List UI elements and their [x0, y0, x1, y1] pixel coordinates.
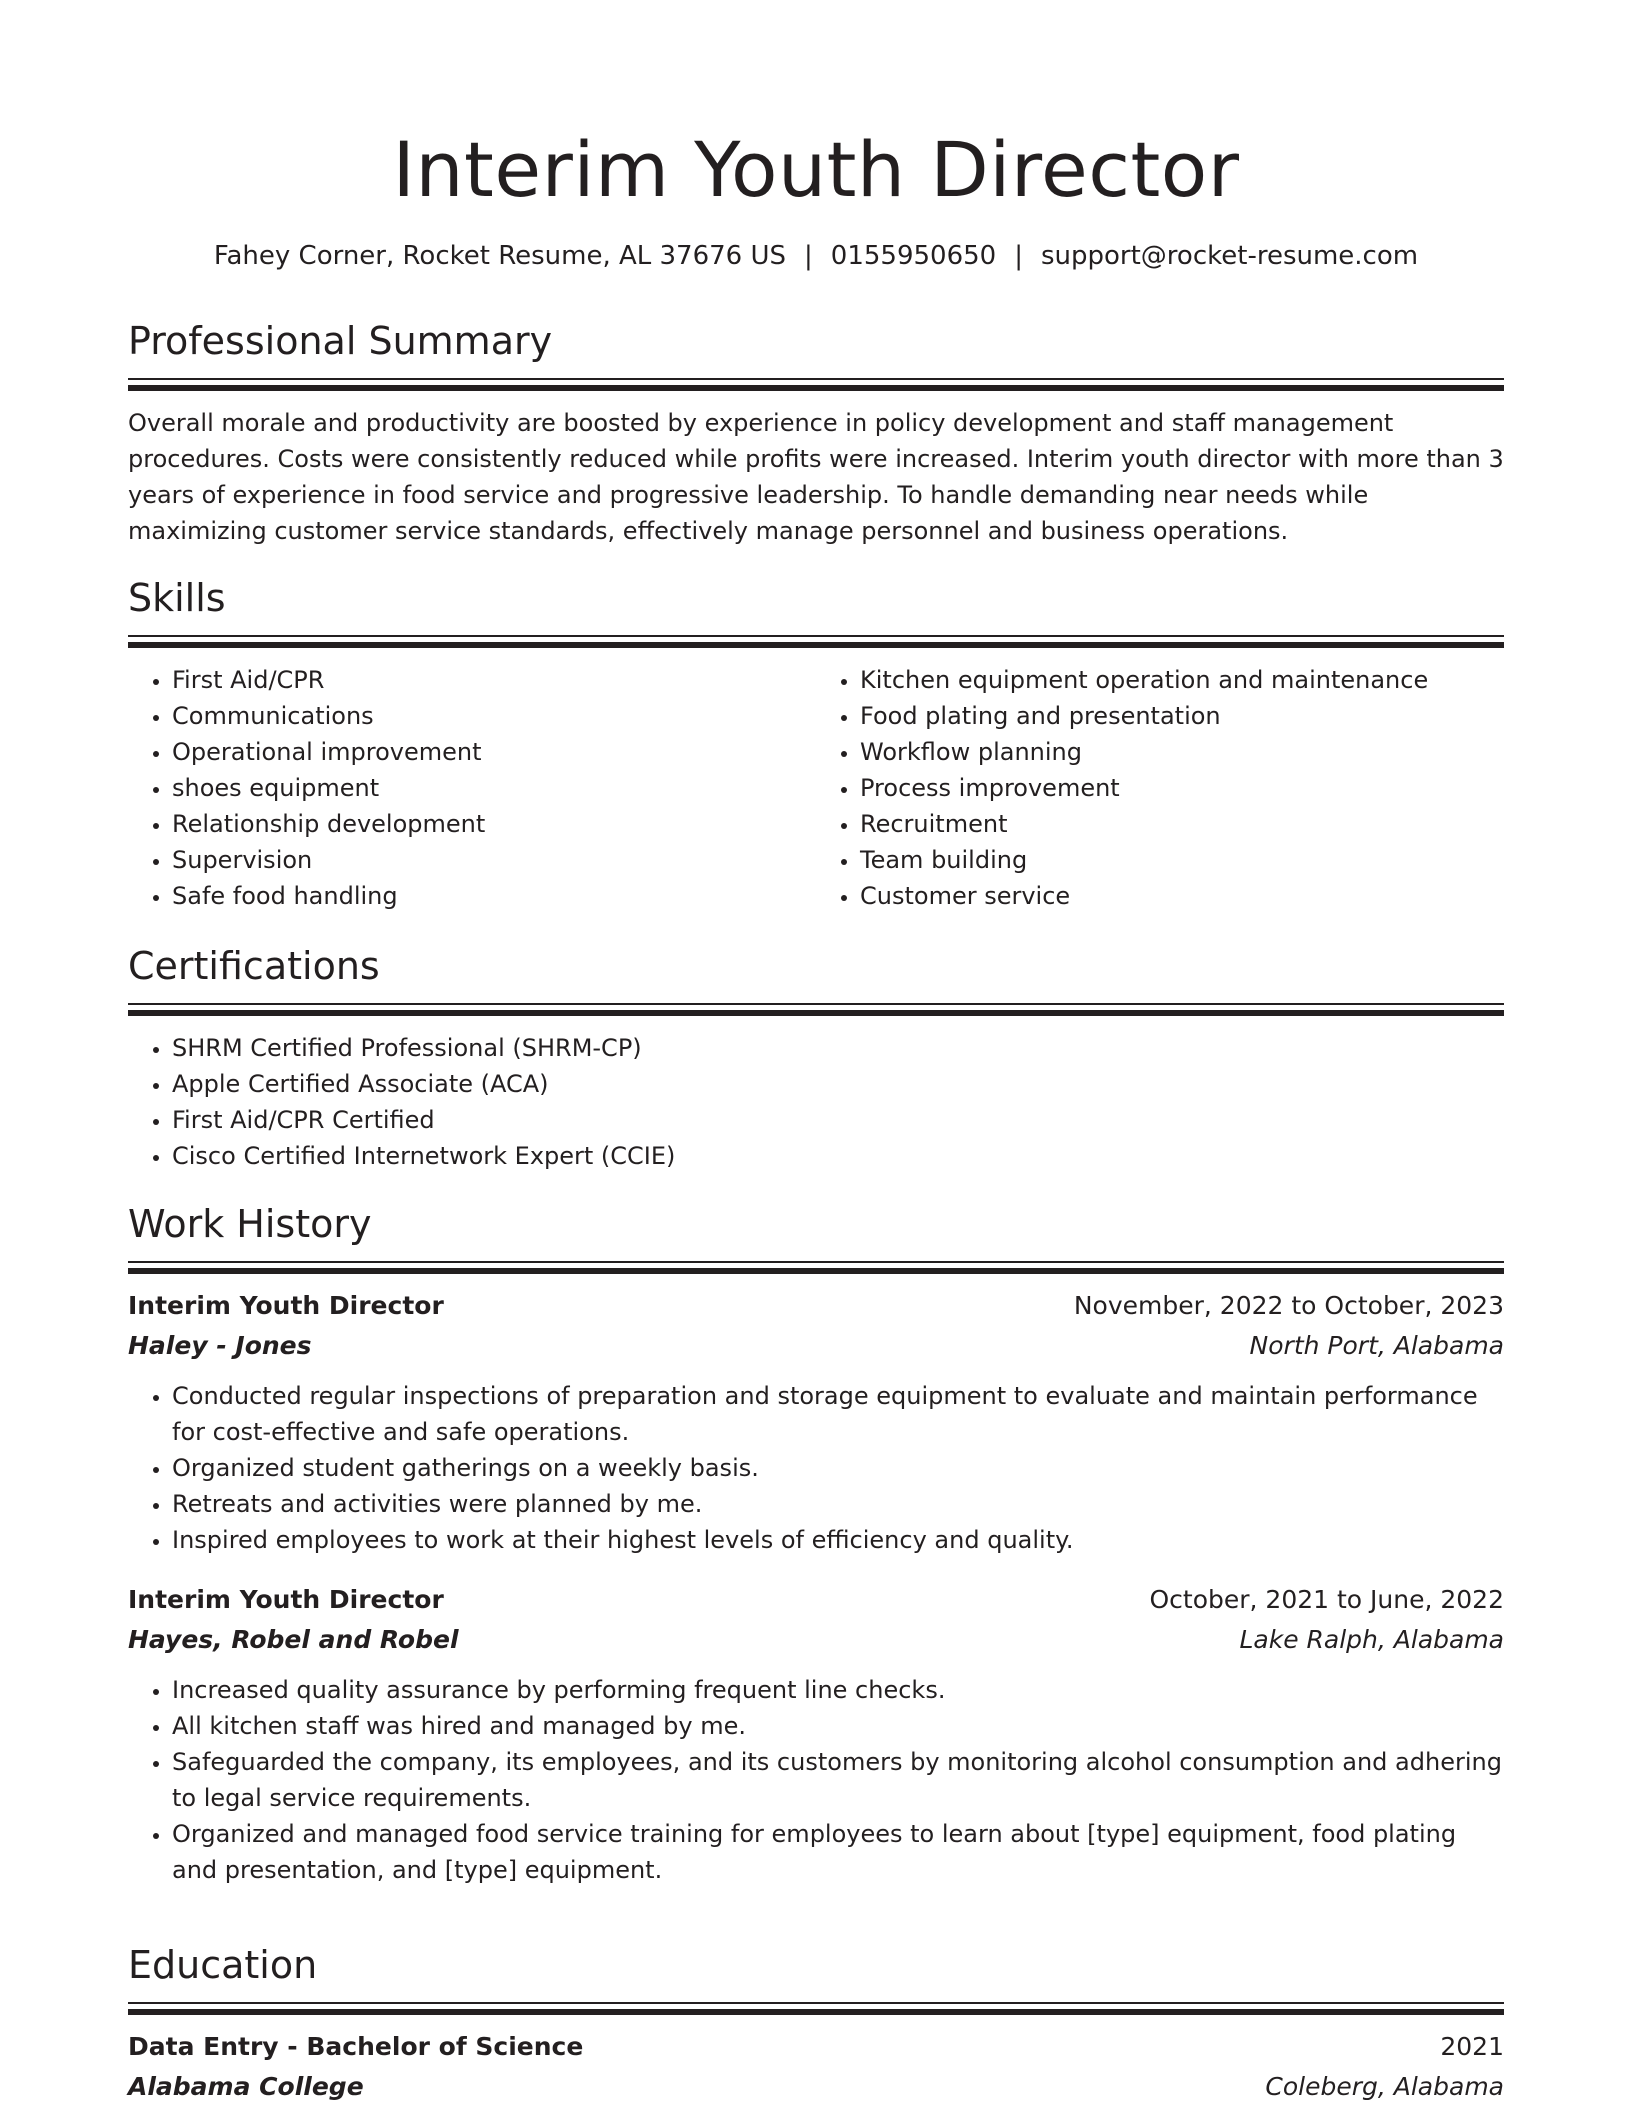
contact-separator: | [1014, 241, 1023, 271]
job-bullet: • Retreats and activities were planned by me. [172, 1486, 1504, 1522]
skill-item: • Relationship development [172, 806, 816, 842]
skill-item: • First Aid/CPR [172, 662, 816, 698]
certification-item: • SHRM Certified Professional (SHRM-CP) [172, 1030, 1504, 1066]
job-entry [128, 1286, 1504, 1558]
skill-item: • Process improvement [860, 770, 1504, 806]
section-divider [128, 1003, 1504, 1016]
section-divider [128, 635, 1504, 648]
section-title: Professional Summary [128, 319, 553, 363]
skill-item: • Kitchen equipment operation and maintenance [860, 662, 1504, 698]
skill-item: • Food plating and presentation [860, 698, 1504, 734]
section-divider [128, 378, 1504, 391]
education-section [128, 1940, 1504, 2107]
job-dates: November, 2022 to October, 2023 [1073, 1291, 1504, 1320]
job-location: Lake Ralph, Alabama [1239, 1625, 1504, 1654]
job-title: Interim Youth Director [128, 1291, 444, 1320]
job-bullet: • Organized student gatherings on a weekly basis. [172, 1450, 1504, 1486]
section-title: Skills [128, 576, 226, 620]
job-header [128, 1580, 1504, 1620]
skill-item: • shoes equipment [172, 770, 816, 806]
certification-item: • Apple Certified Associate (ACA) [172, 1066, 1504, 1102]
job-title: Interim Youth Director [128, 1585, 444, 1614]
skill-item: • Team building [860, 842, 1504, 878]
skills-list-left [128, 662, 816, 914]
education-subheader [128, 2067, 1504, 2107]
section-divider [128, 2002, 1504, 2015]
work-history-section [128, 1199, 1504, 1888]
job-entry [128, 1580, 1504, 1888]
certifications-section [128, 941, 1504, 1174]
skills-columns [128, 662, 1504, 914]
education-degree: Data Entry - Bachelor of Science [128, 2032, 584, 2061]
skill-item: • Customer service [860, 878, 1504, 914]
certifications-list [128, 1030, 1504, 1174]
skill-item: • Supervision [172, 842, 816, 878]
contact-line [128, 238, 1504, 274]
contact-phone: 0155950650 [830, 241, 997, 271]
job-subheader [128, 1620, 1504, 1660]
contact-email: support@rocket-resume.com [1040, 241, 1419, 271]
skills-list-right [816, 662, 1504, 914]
education-header [128, 2027, 1504, 2067]
job-company: Haley - Jones [128, 1331, 312, 1360]
skills-section [128, 573, 1504, 914]
skill-item: • Safe food handling [172, 878, 816, 914]
section-title: Education [128, 1943, 318, 1987]
summary-section [128, 316, 1504, 549]
resume-name: Interim Youth Director [392, 125, 1240, 214]
skill-item: • Communications [172, 698, 816, 734]
job-bullets [128, 1672, 1504, 1888]
education-year: 2021 [1440, 2032, 1504, 2061]
section-title: Work History [128, 1202, 372, 1246]
job-bullet: • Safeguarded the company, its employees, and its customers by monitoring alcohol consumption and adhering to legal service requirements. [172, 1744, 1504, 1816]
job-bullet: • Inspired employees to work at their highest levels of efficiency and quality. [172, 1522, 1504, 1558]
job-dates: October, 2021 to June, 2022 [1149, 1585, 1504, 1614]
job-bullet: • Conducted regular inspections of preparation and storage equipment to evaluate and maintain performance for cost-effective and safe operations. [172, 1378, 1504, 1450]
job-bullets [128, 1378, 1504, 1558]
skill-item: • Operational improvement [172, 734, 816, 770]
job-bullet: • Increased quality assurance by performing frequent line checks. [172, 1672, 1504, 1708]
job-company: Hayes, Robel and Robel [128, 1625, 459, 1654]
job-bullet: • All kitchen staff was hired and managed by me. [172, 1708, 1504, 1744]
certification-item: • Cisco Certified Internetwork Expert (CCIE) [172, 1138, 1504, 1174]
contact-separator: | [804, 241, 813, 271]
job-subheader [128, 1326, 1504, 1366]
section-divider [128, 1261, 1504, 1274]
job-header [128, 1286, 1504, 1326]
skill-item: • Recruitment [860, 806, 1504, 842]
job-location: North Port, Alabama [1249, 1331, 1504, 1360]
education-school: Alabama College [128, 2072, 364, 2101]
job-bullet: • Organized and managed food service training for employees to learn about [type] equipment, food plating and presentation, and [type] equipment. [172, 1816, 1504, 1888]
skill-item: • Workflow planning [860, 734, 1504, 770]
section-title: Certifications [128, 944, 380, 988]
certification-item: • First Aid/CPR Certified [172, 1102, 1504, 1138]
education-location: Coleberg, Alabama [1265, 2072, 1504, 2101]
summary-text: Overall morale and productivity are boosted by experience in policy development and staff management procedures. Costs were consistently reduced while profits were increased. Interim youth director with more than 3 years of experience in food service and progressive leadership. To handle demanding near needs while maximizing customer service standards, effectively manage personnel and business operations. [128, 409, 1504, 545]
contact-address: Fahey Corner, Rocket Resume, AL 37676 US [213, 241, 787, 271]
